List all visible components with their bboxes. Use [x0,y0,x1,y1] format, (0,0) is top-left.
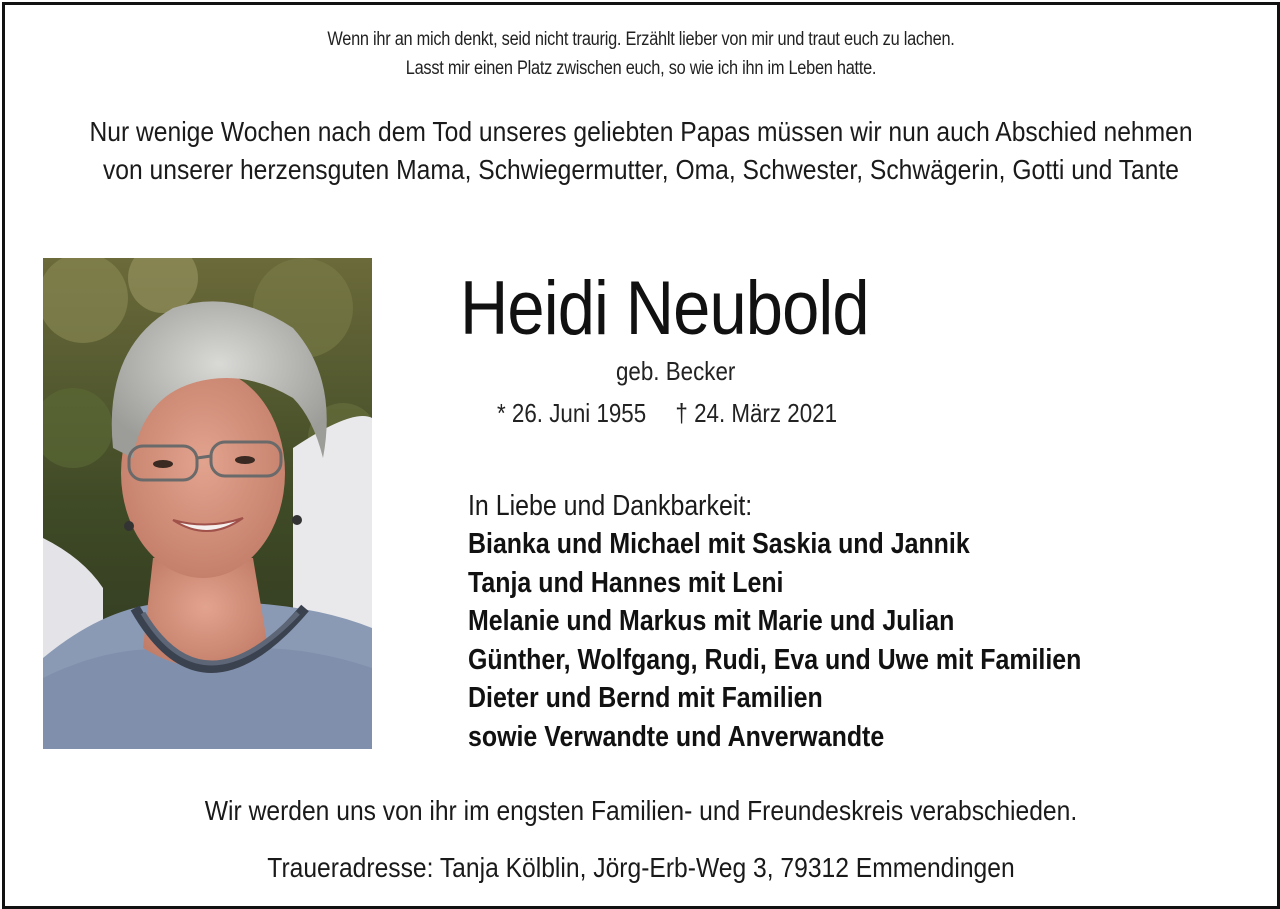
mourner-line: Bianka und Michael mit Saskia und Jannik [468,528,970,560]
quote-line-2: Lasst mir einen Platz zwischen euch, so wie ich ihn im Leben hatte. [405,58,877,79]
mourners-heading: In Liebe und Dankbarkeit: [468,490,753,522]
mourner-line: Melanie und Markus mit Marie und Julian [468,605,955,638]
intro-line-2: von unserer herzensguten Mama, Schwiegermutter, Oma, Schwester, Schwägerin, Gotti und Tante [102,154,1180,185]
obituary-notice [2,2,1280,909]
birth-name: geb. Becker [616,356,736,386]
life-dates [497,398,837,429]
quote-line-1: Wenn ihr an mich denkt, seid nicht traurig. Erzählt lieber von mir und traut euch zu lachen. [327,29,955,50]
deceased-name: Heidi Neubold [460,266,869,351]
mourner-line: sowie Verwandte und Anverwandte [468,720,885,753]
intro-text [81,113,1200,189]
mourner-line: Tanja und Hannes mit Leni [468,566,784,599]
portrait-photo [43,258,372,749]
farewell-text: Wir werden uns von ihr im engsten Familien- und Freundeskreis verabschieden. [204,795,1078,826]
mourning-address: Traueradresse: Tanja Kölblin, Jörg-Erb-Weg 3, 79312 Emmendingen [267,852,1015,883]
birth-date: * 26. Juni 1955 [497,398,647,428]
intro-line-1: Nur wenige Wochen nach dem Tod unseres geliebten Papas müssen wir nun auch Abschied nehmen [89,116,1193,147]
mourners-list [468,487,1081,757]
mourner-line: Günther, Wolfgang, Rudi, Eva und Uwe mit Familien [468,643,1082,676]
mourner-line: Dieter und Bernd mit Familien [468,682,823,715]
death-date: † 24. März 2021 [675,398,838,428]
